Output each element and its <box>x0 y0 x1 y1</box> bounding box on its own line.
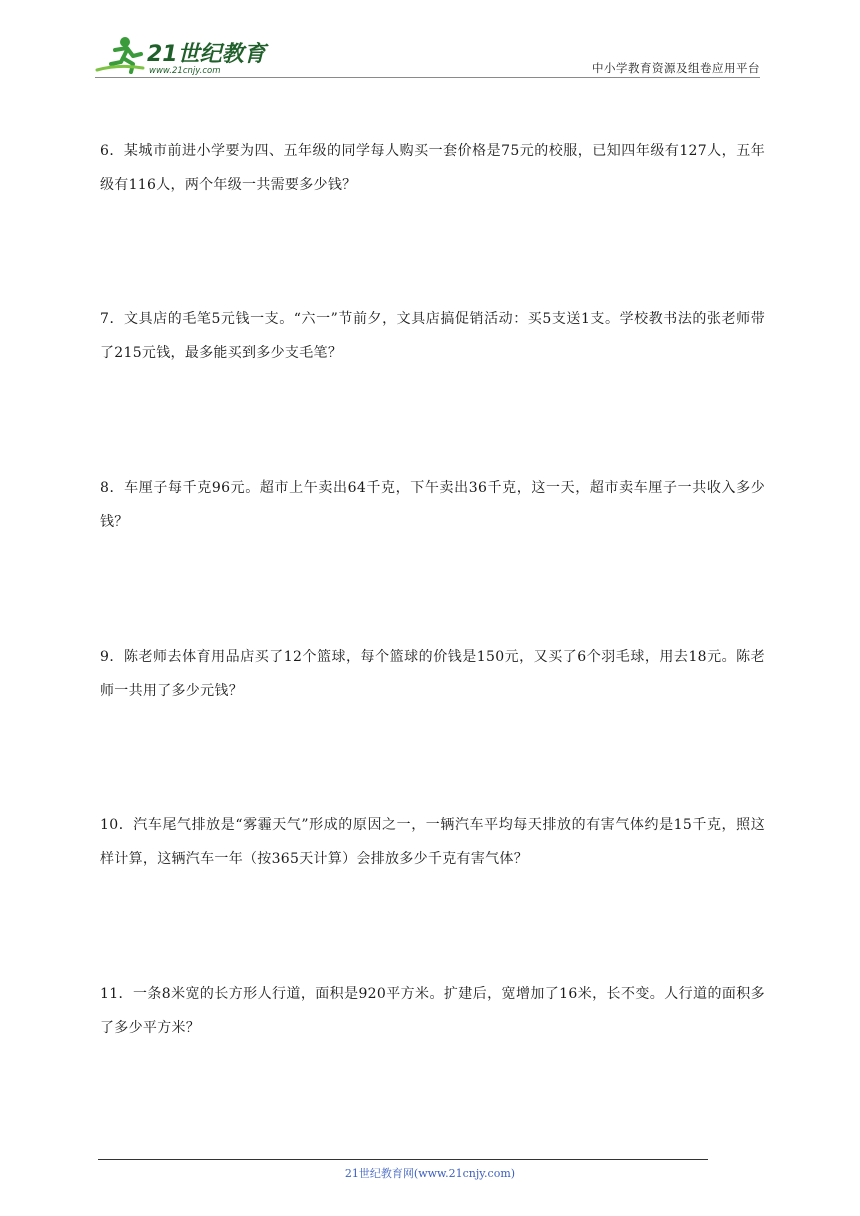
question-11: 11．一条8米宽的长方形人行道，面积是920平方米。扩建后，宽增加了16米，长不变。人行道的面积多了多少平方米？ <box>100 986 765 1036</box>
question-9: 9．陈老师去体育用品店买了12个篮球，每个篮球的价钱是150元，又买了6个羽毛球，用去18元。陈老师一共用了多少元钱？ <box>100 649 765 699</box>
platform-title: 中小学教育资源及组卷应用平台 <box>592 61 760 75</box>
runner-icon <box>97 37 143 72</box>
header-divider <box>95 77 760 78</box>
footer-link[interactable]: 21世纪教育网(www.21cnjy.com) <box>344 1167 516 1180</box>
question-8: 8．车厘子每千克96元。超市上午卖出64千克，下午卖出36千克，这一天，超市卖车厘子一共收入多少钱？ <box>100 480 765 530</box>
question-7: 7．文具店的毛笔5元钱一支。“六一”节前夕，文具店搞促销活动：买5支送1支。学校教书法的张老师带了215元钱，最多能买到多少支毛笔？ <box>100 311 765 361</box>
logo-wordmark: 21世纪教育 <box>147 42 266 67</box>
logo-url: www.21cnjy.com <box>149 66 221 76</box>
page-header <box>95 30 760 78</box>
question-6: 6．某城市前进小学要为四、五年级的同学每人购买一套价格是75元的校服，已知四年级有127人，五年级有116人，两个年级一共需要多少钱？ <box>100 143 765 193</box>
question-10: 10．汽车尾气排放是“雾霾天气”形成的原因之一，一辆汽车平均每天排放的有害气体约是15千克，照这样计算，这辆汽车一年（按365天计算）会排放多少千克有害气体？ <box>100 817 765 867</box>
site-logo <box>95 34 275 76</box>
footer-divider <box>98 1159 708 1160</box>
